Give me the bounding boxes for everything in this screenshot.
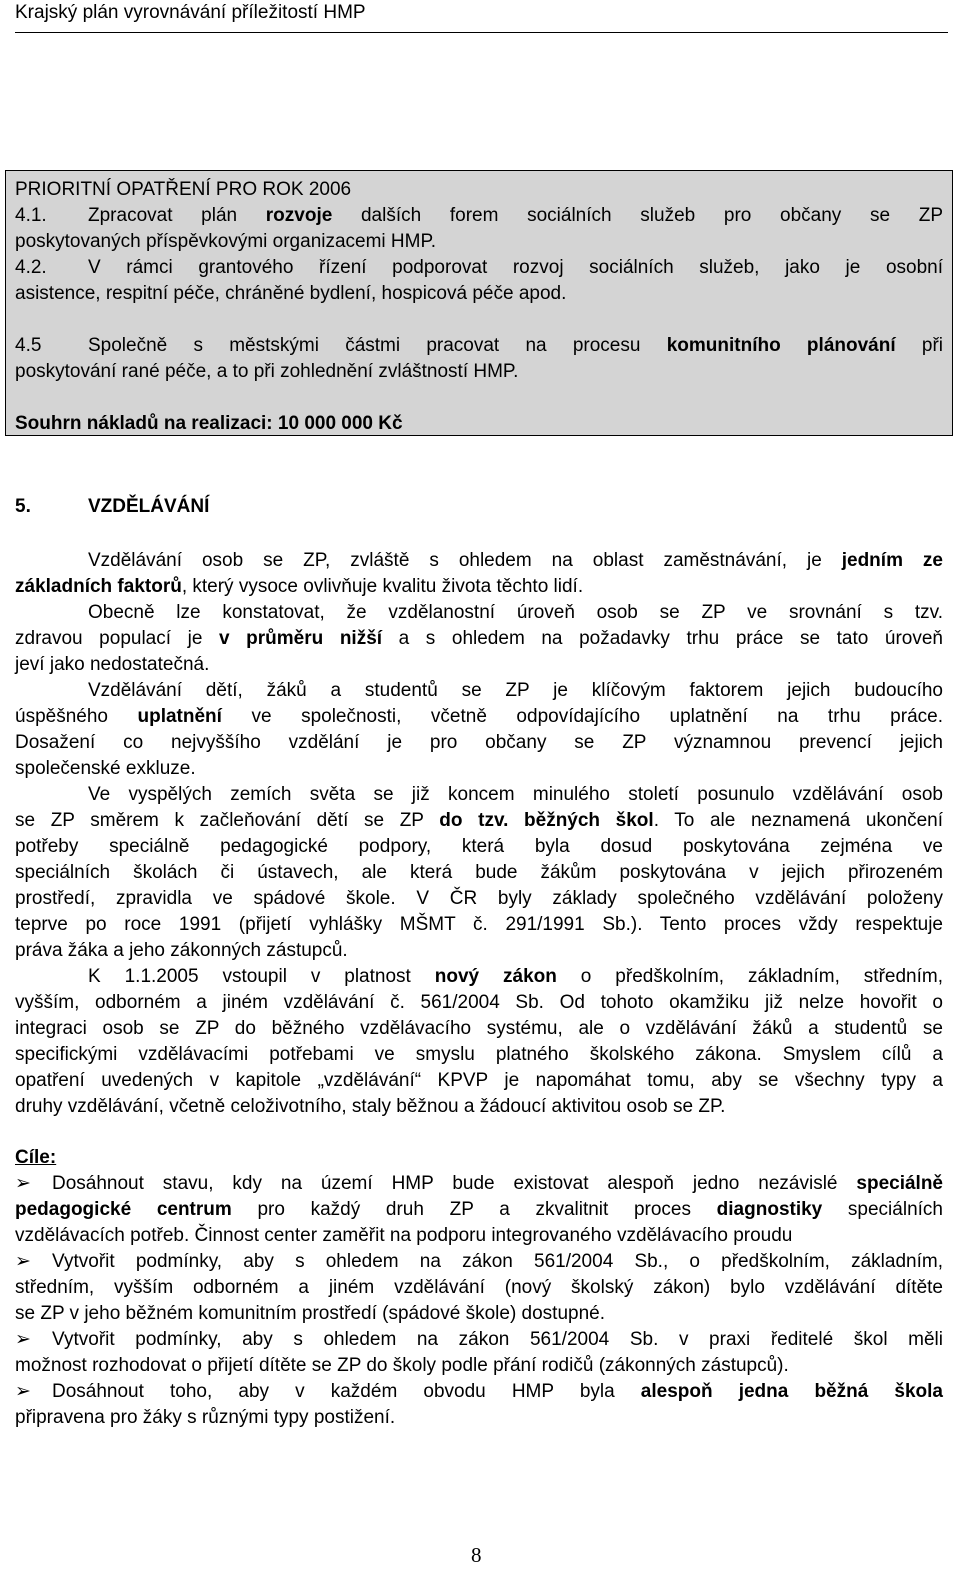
body-line: se ZP směrem k začleňování dětí se ZP do tzv. běžných škol. To ale neznamená ukončení [15,810,943,831]
cost-summary: Souhrn nákladů na realizaci: 10 000 000 Kč [15,413,403,434]
body-line: integraci osob se ZP do běžného vzdělávacího systému, ale o vzdělávání žáků a studentů se [15,1018,943,1039]
goal-item: ➢ Dosáhnout stavu, kdy na území HMP bude existovat alespoň jedno nezávislé speciálně [15,1171,943,1197]
goal-item-cont: možnost rozhodovat o přijetí dítěte se ZP do školy podle přání rodičů (zákonných zástupců). [15,1355,789,1376]
body-line: teprve po roce 1991 (přijetí vyhlášky MŠMT č. 291/1991 Sb.). Tento proces vždy respektuje [15,914,943,935]
goals-heading: Cíle: [15,1147,57,1168]
body-line: práva žáka a jeho zákonných zástupců. [15,940,348,961]
goal-item: ➢ Dosáhnout toho, aby v každém obvodu HMP byla alespoň jedna běžná škola [15,1379,943,1405]
arrow-bullet-icon: ➢ [15,1381,31,1402]
arrow-bullet-icon: ➢ [15,1251,31,1272]
goal-item: ➢ Vytvořit podmínky, aby s ohledem na zákon 561/2004 Sb. v praxi ředitelé škol měli [15,1327,943,1353]
body-line: speciálních školách či ústavech, ale která bude žákům poskytována v jejich přirozeném [15,862,943,883]
priority-item-4-5-cont: poskytování rané péče, a to při zohlednění zvláštností HMP. [15,361,519,382]
priority-item-4-1: 4.1. Zpracovat plán rozvoje dalších forem sociálních služeb pro občany se ZP [15,203,943,229]
body-line: Ve vyspělých zemích světa se již koncem minulého století posunulo vzdělávání osob [88,784,943,805]
priority-item-4-1-cont: poskytovaných příspěvkovými organizacemi HMP. [15,231,436,252]
priority-item-4-2-cont: asistence, respitní péče, chráněné bydlení, hospicová péče apod. [15,283,567,304]
item-number: 4.2. [15,257,47,278]
goal-item-cont: se ZP v jeho běžném komunitním prostředí (spádové škole) dostupné. [15,1303,606,1324]
body-line: K 1.1.2005 vstoupil v platnost nový zákon o předškolním, základním, středním, [88,966,943,987]
item-number: 4.5 [15,335,42,356]
goal-item-cont: pedagogické centrum pro každý druh ZP a zkvalitnit proces diagnostiky speciálních [15,1199,943,1220]
body-line: potřeby speciálně pedagogické podpory, která byla dosud poskytována zejména ve [15,836,943,857]
item-number: 4.1. [15,205,47,226]
section-heading [15,494,943,520]
body-line: opatření uvedených v kapitole „vzdělávání“ KPVP je napomáhat tomu, aby se všechny typy a [15,1070,943,1091]
arrow-bullet-icon: ➢ [15,1173,31,1194]
goal-item-cont: připravena pro žáky s různými typy postižení. [15,1407,396,1428]
priority-item-4-5: 4.5 Společně s městskými částmi pracovat na procesu komunitního plánování při [15,333,943,359]
section-title: VZDĚLÁVÁNÍ [88,496,210,517]
page-number: 8 [471,1543,482,1567]
body-line: prostředí, zpravidla ve spádové škole. V ČR byly základy společného vzdělávání položeny [15,888,943,909]
priority-heading: PRIORITNÍ OPATŘENÍ PRO ROK 2006 [15,179,352,200]
body-line: úspěšného uplatnění ve společnosti, včetně odpovídajícího uplatnění na trhu práce. [15,706,943,727]
arrow-bullet-icon: ➢ [15,1329,31,1350]
goal-item: ➢ Vytvořit podmínky, aby s ohledem na zákon 561/2004 Sb., o předškolním, základním, [15,1249,943,1275]
section-number: 5. [15,496,31,517]
body-line: jeví jako nedostatečná. [15,654,210,675]
goal-item-cont: vzdělávacích potřeb. Činnost center zaměřit na podporu integrovaného vzdělávacího proudu [15,1225,793,1246]
body-line: druhy vzdělávání, včetně celoživotního, staly běžnou a žádoucí aktivitou osob se ZP. [15,1096,726,1117]
goal-item-cont: středním, vyšším odborném a jiném vzdělávání (nový školský zákon) bylo vzdělávání dítěte [15,1277,943,1298]
header-title: Krajský plán vyrovnávání příležitostí HMP [15,2,366,23]
body-line: Vzdělávání dětí, žáků a studentů se ZP je klíčovým faktorem jejich budoucího [88,680,943,701]
running-header [15,0,948,33]
priority-item-4-2: 4.2. V rámci grantového řízení podporovat rozvoj sociálních služeb, jako je osobní [15,255,943,281]
body-line: Dosažení co nejvyššího vzdělání je pro občany se ZP významnou prevencí jejich [15,732,943,753]
body-line: Vzdělávání osob se ZP, zvláště s ohledem na oblast zaměstnávání, je jedním ze [88,550,943,571]
body-line: základních faktorů, který vysoce ovlivňuje kvalitu života těchto lidí. [15,576,584,597]
body-line: vyšším, odborném a jiném vzdělávání č. 561/2004 Sb. Od tohoto okamžiku již nelze hovořit o [15,992,943,1013]
body-line: Obecně lze konstatovat, že vzdělanostní úroveň osob se ZP ve srovnání s tzv. [88,602,943,623]
body-line: specifickými vzdělávacími potřebami ve smyslu platného školského zákona. Smyslem cílů a [15,1044,943,1065]
body-line: společenské exkluze. [15,758,196,779]
body-line: zdravou populací je v průměru nižší a s ohledem na požadavky trhu práce se tato úroveň [15,628,943,649]
